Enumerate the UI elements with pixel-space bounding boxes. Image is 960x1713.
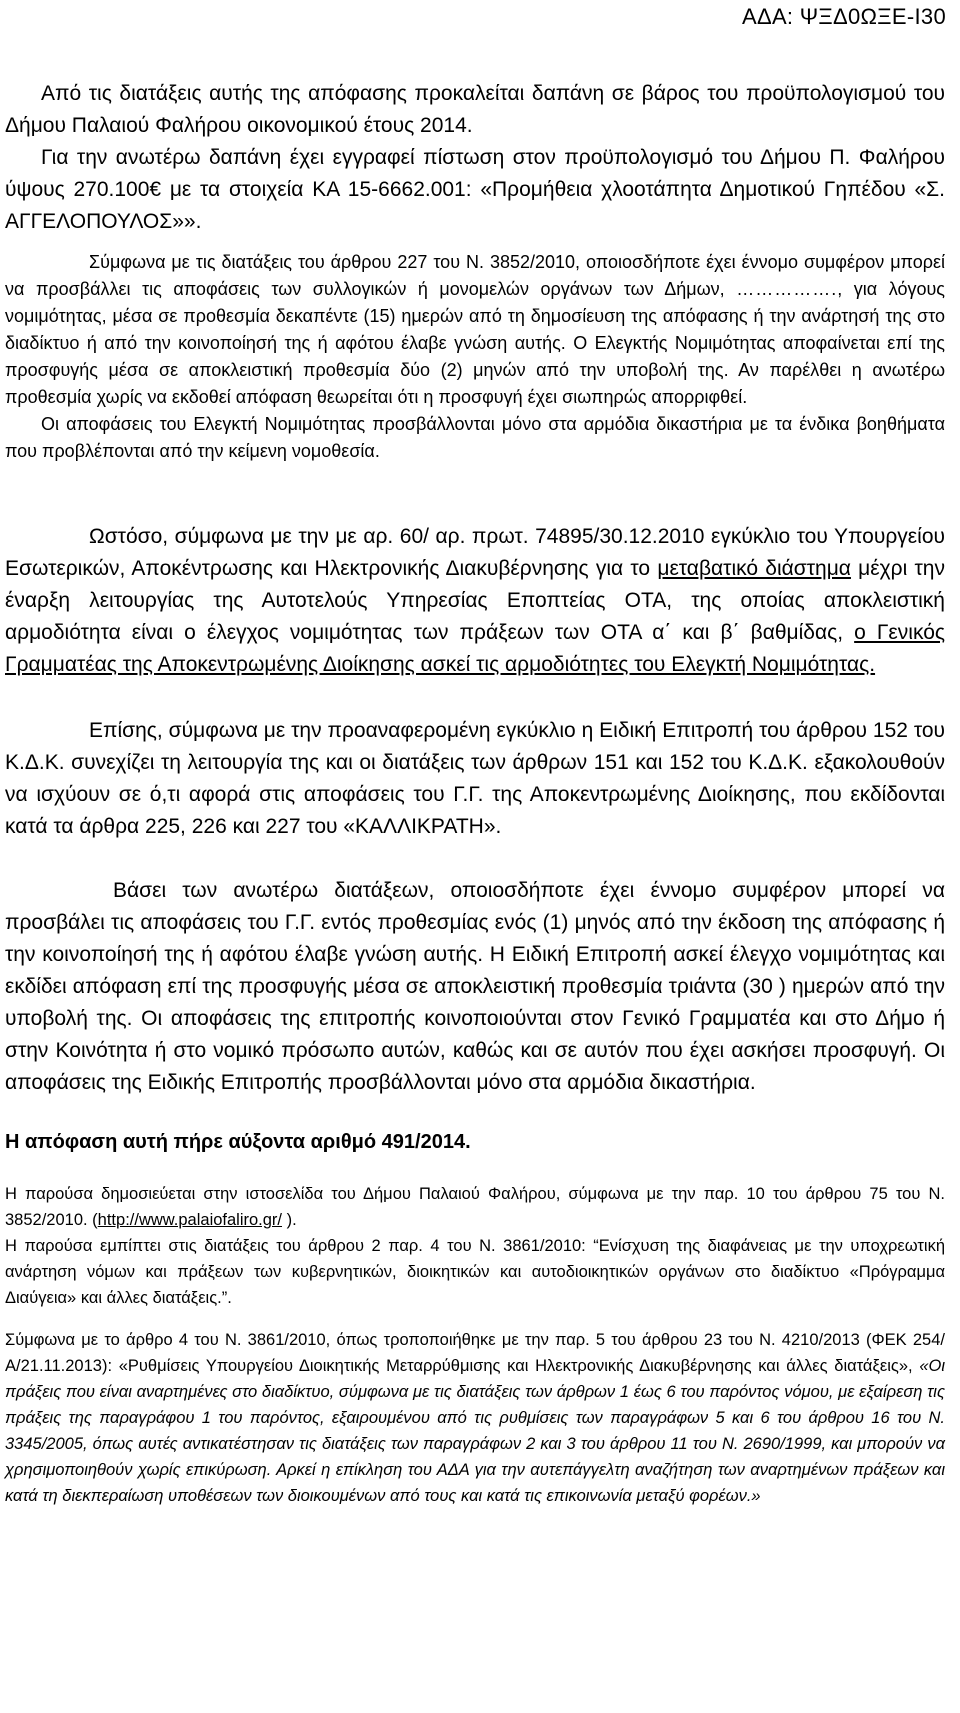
- paragraph-appeal-deadline: Βάσει των ανωτέρω διατάξεων, οποιοσδήποτε έχει έννομο συμφέρον μπορεί να προσβάλει τις αποφάσεις του Γ.Γ. εντός προθεσμίας ενός (1) μηνός από την έκδοση της απόφασης ή την κοινοποίησή της ή αφότου έλαβε γνώση αυτής. Η Ειδική Επιτροπή ασκεί έλεγχο νομιμότητας και εκδίδει απόφαση επί της προσφυγής μέσα σε αποκλειστική προθεσμία τριάντα (30 ) ημερών από την υποβολή της. Οι αποφάσεις της επιτροπής κοινοποιούνται στον Γενικό Γραμματέα και στο Δήμο ή στην Κοινότητα ή στο νομικό πρόσωπο αυτών, καθώς και σε αυτόν που έχει ασκήσει προσφυγή. Οι αποφάσεις της Ειδικής Επιτροπής προσβάλλονται μόνο στα αρμόδια δικαστήρια.: [5, 879, 945, 1094]
- law-quote-italic: «Οι πράξεις που είναι αναρτημένες στο διαδίκτυο, σύμφωνα με τις διατάξεις των άρθρων 1 έως 6 του παρόντος νόμου, με εξαίρεση τις πράξεις της παραγράφου 1 του παρόντος, εξαιρουμένου από τις ρυθμίσεις των παραγράφων 5 και 6 του άρθρου 16 του Ν. 3345/2005, όπως αυτές αντικατέστησαν τις διατάξεις των παραγράφων 2 και 3 του άρθρου 11 του Ν. 2690/1999, και μπορούν να χρησιμοποιηθούν χωρίς επικύρωση. Αρκεί η επίκληση του ΑΔΑ για την αυτεπάγγελτη αναζήτηση των αναρτημένων πράξεων και κατά τη διεκπεραίωση υποθέσεων των διοικουμένων από τους και κατά τις επικοινωνία μεταξύ φορέων.»: [5, 1357, 945, 1505]
- decision-number: Η απόφαση αυτή πήρε αύξοντα αριθμό 491/2014.: [5, 1131, 471, 1153]
- appeal-section: [5, 249, 945, 465]
- publication-text-a: Η παρούσα δημοσιεύεται στην ιστοσελίδα του Δήμου Παλαιού Φαλήρου, σύμφωνα με την παρ. 10 του άρθρου 75 του Ν. 3852/2010. (: [5, 1185, 945, 1229]
- appeal-dots: …………….: [736, 279, 838, 299]
- paragraph-courts: Οι αποφάσεις του Ελεγκτή Νομιμότητας προσβάλλονται μόνο στα αρμόδια δικαστήρια με τα ένδικα βοηθήματα που προβλέπονται από την κείμενη νομοθεσία.: [5, 414, 945, 461]
- paragraph-expense: Από τις διατάξεις αυτής της απόφασης προκαλείται δαπάνη σε βάρος του προϋπολογισμού του Δήμου Παλαιού Φαλήρου οικονομικού έτους 2014.: [5, 82, 945, 137]
- paragraph-publication: [5, 1181, 945, 1233]
- appeal-text-a: Σύμφωνα με τις διατάξεις του άρθρου 227 του Ν. 3852/2010, οποιοσδήποτε έχει έννομο συμφέρον μπορεί να προσβάλλει τις αποφάσεις των συλλογικών ή μονομελών οργάνων των Δήμων,: [5, 252, 945, 299]
- secretary-general-underlined: ο Γενικός Γραμματέας της Αποκεντρωμένης Διοίκησης ασκεί τις αρμοδιότητες του Ελεγκτή Νομιμότητας.: [5, 621, 946, 676]
- decision-section: [5, 1126, 945, 1158]
- budget-section: [5, 78, 945, 238]
- transitional-period-underlined: μεταβατικό διάστημα: [657, 557, 851, 580]
- law-text-a: Σύμφωνα με το άρθρο 4 του Ν. 3861/2010, όπως τροποποιήθηκε με την παρ. 5 του άρθρου 23 του Ν. 4210/2013 (ΦΕΚ 254/Α/21.11.2013): «Ρυθμίσεις Υπουργείου Διοικητικής Μεταρρύθμισης και Ηλεκτρονικής Διακυβέρνησης και άλλες διατάξεις»,: [5, 1331, 945, 1375]
- paragraph-special-committee: Επίσης, σύμφωνα με την προαναφερομένη εγκύκλιο η Ειδική Επιτροπή του άρθρου 152 του Κ.Δ.Κ. συνεχίζει τη λειτουργία της και οι διατάξεις των άρθρων 151 και 152 του Κ.Δ.Κ. εξακολουθούν να ισχύουν σε ό,τι αφορά στις αποφάσεις του Γ.Γ. της Αποκεντρωμένης Διοίκησης, που εκδίδονται κατά τα άρθρα 225, 226 και 227 του «ΚΑΛΛΙΚΡΑΤΗ».: [5, 719, 945, 838]
- paragraph-circular: [5, 521, 945, 681]
- circular-text-b: μέχρι την έναρξη λειτουργίας της Αυτοτελούς Υπηρεσίας Εποπτείας ΟΤΑ, της οποίας αποκλειστική αρμοδιότητα είναι ο έλεγχος νομιμότητας των πράξεων των ΟΤΑ α΄ και β΄ βαθμίδας,: [5, 557, 945, 644]
- publication-section: [5, 1181, 945, 1311]
- circular-text-a: Ωστόσο, σύμφωνα με την με αρ. 60/ αρ. πρωτ. 74895/30.12.2010 εγκύκλιο του Υπουργείου Εσωτερικών, Αποκέντρωσης και Ηλεκτρονικής Διακυβέρνησης για το: [5, 525, 945, 580]
- law-section: [5, 1327, 945, 1509]
- circular-section: [5, 521, 945, 1099]
- appeal-text-b: , για λόγους νομιμότητας, μέσα σε προθεσμία δεκαπέντε (15) ημερών από τη δημοσίευση της απόφασης ή την ανάρτησή της στο διαδίκτυο ή από την κοινοποίησή της ή αφότου έλαβε γνώση αυτής. Ο Ελεγκτής Νομιμότητας αποφαίνεται επί της προσφυγής μέσα σε αποκλειστική προθεσμία δύο (2) μηνών από την υποβολή της. Αν παρέλθει η ανωτέρω προθεσμία χωρίς να εκδοθεί απόφαση θεωρείται ότι η προσφυγή έχει σιωπηρώς απορριφθεί.: [5, 279, 945, 407]
- paragraph-appeal-rules: [5, 249, 945, 411]
- paragraph-diavgeia: Η παρούσα εμπίπτει στις διατάξεις του άρθρου 2 παρ. 4 του Ν. 3861/2010: “Ενίσχυση της διαφάνειας με την υποχρεωτική ανάρτηση νόμων και πράξεων των κυβερνητικών, διοικητικών και αυτοδιοικητικών οργάνων στο διαδίκτυο «Πρόγραμμα Διαύγεια» και άλλες διατάξεις.”.: [5, 1237, 945, 1307]
- publication-text-b: ).: [282, 1211, 297, 1229]
- ada-header: ΑΔΑ: ΨΞΔ0ΩΞΕ-Ι30: [741, 4, 946, 29]
- website-link[interactable]: http://www.palaiofaliro.gr/: [97, 1211, 283, 1229]
- paragraph-law: [5, 1327, 945, 1509]
- paragraph-credit: Για την ανωτέρω δαπάνη έχει εγγραφεί πίστωση στον προϋπολογισμό του Δήμου Π. Φαλήρου ύψους 270.100€ με τα στοιχεία ΚΑ 15-6662.001: «Προμήθεια χλοοτάπητα Δημοτικού Γηπέδου «Σ. ΑΓΓΕΛΟΠΟΥΛΟΣ»».: [5, 146, 945, 233]
